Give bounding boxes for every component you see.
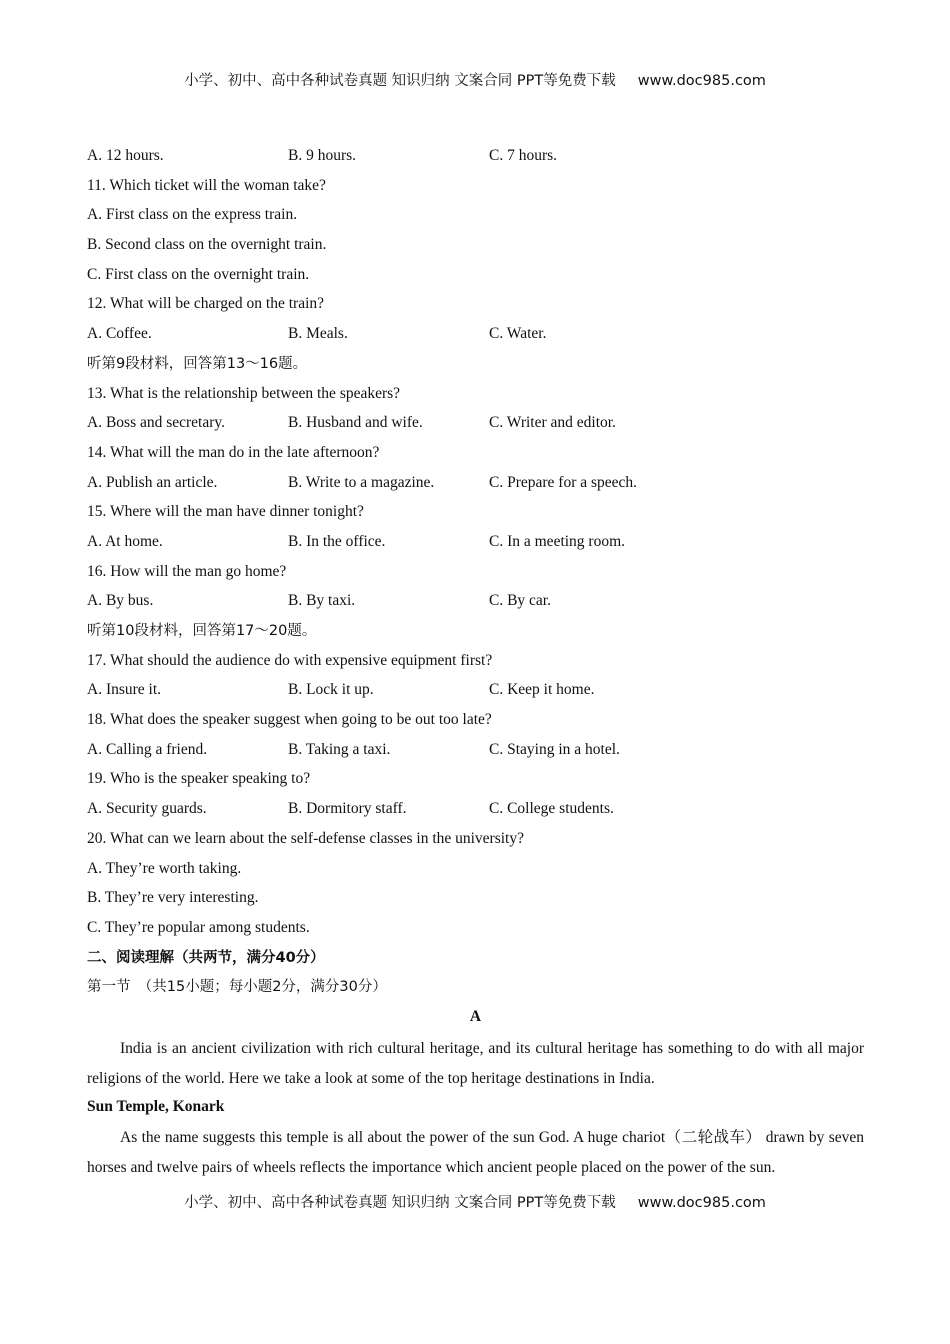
q18-options <box>87 737 864 767</box>
q19-options <box>87 796 864 826</box>
q12-question: 12. What will be charged on the train? <box>87 295 325 313</box>
q13-question: 13. What is the relationship between the speakers? <box>87 384 401 402</box>
option-c: C. Staying in a hotel. <box>489 740 620 758</box>
option-c: C. Prepare for a speech. <box>489 473 638 491</box>
q15-options <box>87 529 864 559</box>
option-c: C. By car. <box>489 592 551 610</box>
q15-question: 15. Where will the man have dinner tonight? <box>87 503 364 521</box>
q14-options <box>87 470 864 500</box>
q16-options <box>87 588 864 618</box>
q11-option-b: B. Second class on the overnight train. <box>87 236 327 254</box>
option-a: A. 12 hours. <box>87 147 164 164</box>
q20-option-b: B. They’re very interesting. <box>87 889 259 907</box>
exam-content <box>87 143 864 1183</box>
option-c: C. In a meeting room. <box>489 532 626 550</box>
option-c: C. Keep it home. <box>489 681 595 699</box>
q12-options <box>87 321 864 351</box>
passage-label: A <box>469 1007 482 1025</box>
heading-sun-temple: Sun Temple, Konark <box>87 1097 225 1115</box>
header-url[interactable]: www.doc985.com <box>637 73 766 89</box>
option-a: A. By bus. <box>87 592 154 610</box>
option-b: B. Write to a magazine. <box>288 473 435 491</box>
q18-question: 18. What does the speaker suggest when going to be out too late? <box>87 711 492 729</box>
option-c: C. 7 hours. <box>489 147 558 164</box>
option-b: B. Taking a taxi. <box>288 740 391 758</box>
option-b: B. By taxi. <box>288 592 356 610</box>
q11-option-a: A. First class on the express train. <box>87 206 298 224</box>
option-a: A. Security guards. <box>87 800 207 818</box>
option-a: A. Insure it. <box>87 681 162 699</box>
option-b: B. Meals. <box>288 325 348 343</box>
q17-options <box>87 677 864 707</box>
option-b: B. In the office. <box>288 532 386 550</box>
passage-paragraph-1: As the name suggests this temple is all about the power of the sun God. A huge chariot（二轮战车） drawn by seven horses and twelve pairs of wheels reflects the importance which ancient people placed on the power of the sun. <box>87 1129 864 1177</box>
footer-url[interactable]: www.doc985.com <box>637 1195 766 1211</box>
q14-question: 14. What will the man do in the late afternoon? <box>87 443 380 461</box>
option-b: B. Dormitory staff. <box>288 800 407 818</box>
q13-options <box>87 410 864 440</box>
q20-option-c: C. They’re popular among students. <box>87 918 310 936</box>
option-c: C. College students. <box>489 800 614 818</box>
option-a: A. Calling a friend. <box>87 740 208 758</box>
option-c: C. Writer and editor. <box>489 414 616 432</box>
q17-question: 17. What should the audience do with expensive equipment first? <box>87 651 493 669</box>
option-b: B. 9 hours. <box>288 147 357 164</box>
q20-option-a: A. They’re worth taking. <box>87 859 242 877</box>
option-a: A. Coffee. <box>87 325 152 343</box>
page-footer <box>0 1191 950 1212</box>
footer-text: 小学、初中、高中各种试卷真题 知识归纳 文案合同 PPT等免费下载 <box>184 1195 616 1211</box>
header-text: 小学、初中、高中各种试卷真题 知识归纳 文案合同 PPT等免费下载 <box>184 73 616 89</box>
option-a: A. At home. <box>87 532 163 550</box>
q20-question: 20. What can we learn about the self-defense classes in the university? <box>87 829 524 847</box>
instruction-section-10: 听第10段材料，回答第17～20题。 <box>87 623 317 639</box>
q16-question: 16. How will the man go home? <box>87 562 287 580</box>
option-b: B. Lock it up. <box>288 681 374 699</box>
q11-option-c: C. First class on the overnight train. <box>87 265 310 283</box>
q19-question: 19. Who is the speaker speaking to? <box>87 770 311 788</box>
q10-options <box>87 143 864 173</box>
q11-question: 11. Which ticket will the woman take? <box>87 176 326 194</box>
option-b: B. Husband and wife. <box>288 414 423 432</box>
instruction-section-9: 听第9段材料，回答第13～16题。 <box>87 355 308 372</box>
part1-instruction: 第一节 （共15小题；每小题2分，满分30分） <box>87 979 387 996</box>
option-a: A. Publish an article. <box>87 473 218 491</box>
passage-intro: India is an ancient civilization with rich cultural heritage, and its cultural heritage has something to do with all major religions of the world. Here we take a look at some of the top heritage destinations in India. <box>87 1039 864 1087</box>
page-header <box>0 69 950 90</box>
option-c: C. Water. <box>489 325 547 343</box>
option-a: A. Boss and secretary. <box>87 414 226 432</box>
section-title-reading: 二、阅读理解（共两节，满分40分） <box>87 949 325 966</box>
